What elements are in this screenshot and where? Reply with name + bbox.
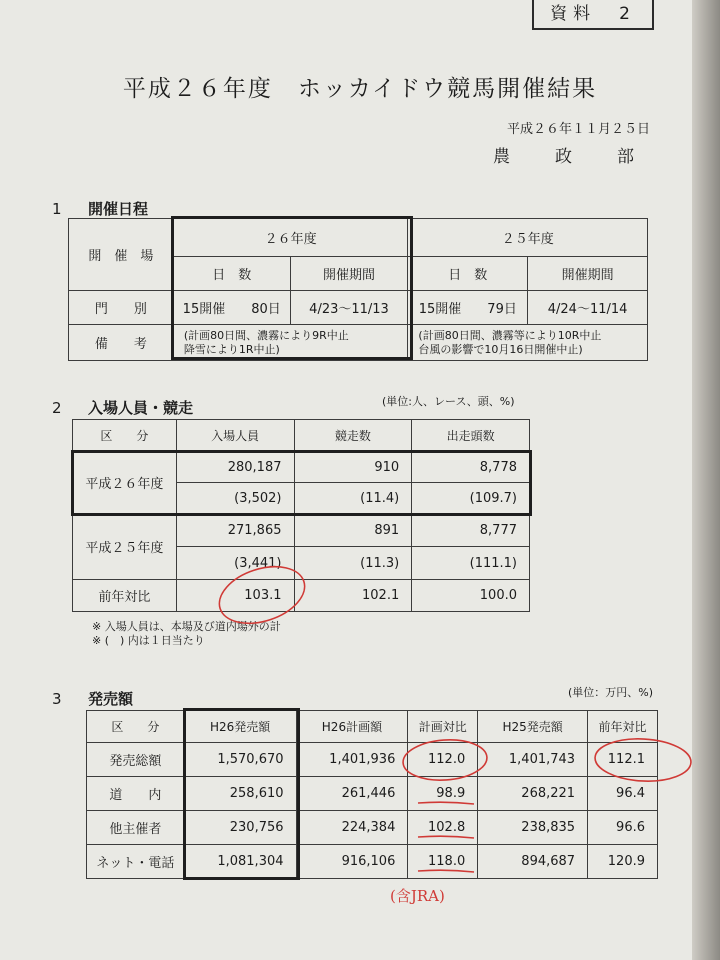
section-3-unit: (単位：万円、%) <box>568 686 654 699</box>
red-underline-net <box>418 870 474 872</box>
venue-monbetsu: 門 別 <box>69 291 174 325</box>
attendance-note-1: ※ 入場人員は、本場及び道内場外の計 <box>92 620 281 633</box>
att-ratio-starters: 100.0 <box>412 580 530 612</box>
att-h25-attendance: 271,865 <box>176 514 294 547</box>
sales-net-h25: 894,687 <box>478 845 588 879</box>
sales-other-h25: 238,835 <box>478 811 588 845</box>
sales-total-h25: 1,401,743 <box>478 743 588 777</box>
att-header-starters: 出走頭数 <box>412 420 530 452</box>
y26-note-line-2: 降雪により1R中止) <box>183 342 280 356</box>
red-circle-total-yoy <box>594 737 692 784</box>
att-ratio-races: 102.1 <box>294 580 412 612</box>
att-ratio-attendance: 103.1 <box>176 580 294 612</box>
sales-total-h26: 1,570,670 <box>184 743 296 777</box>
sales-hokkaido-h25: 268,221 <box>478 777 588 811</box>
att-h26-races: 910 <box>294 452 412 483</box>
venue-header: 開 催 場 <box>69 219 174 291</box>
att-header-races: 競走数 <box>294 420 412 452</box>
sales-header-h25: H25発売額 <box>478 711 588 743</box>
att-h26-races-daily: (11.4) <box>294 483 412 514</box>
att-h25-races-daily: (11.3) <box>294 547 412 580</box>
sales-label-total: 発売総額 <box>87 743 185 777</box>
document-date: 平成２６年１１月２５日 <box>506 122 650 137</box>
y25-period: 4/24～11/14 <box>528 291 648 325</box>
page-title: 平成２６年度 ホッカイドウ競馬開催結果 <box>122 76 598 102</box>
sales-hokkaido-h26: 258,610 <box>184 777 296 811</box>
y25-days-header: 日 数 <box>408 257 528 291</box>
y25-days: 15開催 79日 <box>408 291 528 325</box>
att-row-label-h26: 平成２６年度 <box>73 452 177 514</box>
sales-total-plan: 1,401,936 <box>296 743 408 777</box>
att-header-category: 区 分 <box>73 420 177 452</box>
att-h26-attendance-daily: (3,502) <box>176 483 294 514</box>
year26-header: ２６年度 <box>173 219 408 257</box>
sales-net-plan-ratio: 118.0 <box>408 845 478 879</box>
y26-days-header: 日 数 <box>173 257 290 291</box>
notes-label: 備 考 <box>69 325 174 361</box>
sales-hokkaido-plan: 261,446 <box>296 777 408 811</box>
y25-note-line-1: (計画80日間、濃霧等により10R中止 <box>418 328 602 342</box>
sales-hokkaido-yoy: 96.4 <box>588 777 658 811</box>
sales-other-h26: 230,756 <box>184 811 296 845</box>
document-label: 資料 2 <box>532 0 654 30</box>
y26-period-header: 開催期間 <box>290 257 408 291</box>
att-h26-starters-daily: (109.7) <box>412 483 530 514</box>
att-row-label-h25: 平成２５年度 <box>73 514 177 580</box>
sales-header-plan-ratio: 計画対比 <box>408 711 478 743</box>
section-1-heading: 1 開催日程 <box>52 200 149 218</box>
sales-header-category: 区 分 <box>87 711 185 743</box>
y25-period-header: 開催期間 <box>528 257 648 291</box>
sales-header-plan: H26計画額 <box>296 711 408 743</box>
sales-label-net-phone: ネット・電話 <box>87 845 185 879</box>
department: 農 政 部 <box>493 147 648 167</box>
red-circle-attendance-ratio <box>212 557 312 634</box>
sales-net-yoy: 120.9 <box>588 845 658 879</box>
sales-total-plan-ratio: 112.0 <box>408 743 478 777</box>
year25-header: ２５年度 <box>408 219 648 257</box>
sales-hokkaido-plan-ratio: 98.9 <box>408 777 478 811</box>
att-h26-starters: 8,778 <box>412 452 530 483</box>
sales-net-h26: 1,081,304 <box>184 845 296 879</box>
sales-header-yoy: 前年対比 <box>588 711 658 743</box>
sales-net-plan: 916,106 <box>296 845 408 879</box>
sales-total-yoy: 112.1 <box>588 743 658 777</box>
section-2-heading: 2 入場人員・競走 <box>52 399 194 417</box>
att-h25-attendance-daily: (3,441) <box>176 547 294 580</box>
att-header-attendance: 入場人員 <box>176 420 294 452</box>
y26-period: 4/23～11/13 <box>290 291 408 325</box>
y26-note-line-1: (計画80日間、濃霧により9R中止 <box>183 328 349 342</box>
section-3-heading: 3 発売額 <box>52 690 134 708</box>
att-h25-races: 891 <box>294 514 412 547</box>
att-h25-starters: 8,777 <box>412 514 530 547</box>
section-2-unit: (単位:人、レース、頭、%) <box>382 395 515 408</box>
sales-label-other-hosts: 他主催者 <box>87 811 185 845</box>
sales-label-hokkaido: 道 内 <box>87 777 185 811</box>
att-row-label-ratio: 前年対比 <box>73 580 177 612</box>
red-circle-total-plan-ratio <box>402 737 489 783</box>
sales-other-plan: 224,384 <box>296 811 408 845</box>
attendance-note-2: ※ ( ) 内は１日当たり <box>92 634 205 647</box>
y26-days: 15開催 80日 <box>173 291 290 325</box>
sales-other-plan-ratio: 102.8 <box>408 811 478 845</box>
sales-other-yoy: 96.6 <box>588 811 658 845</box>
red-underline-other <box>418 836 474 838</box>
att-h25-starters-daily: (111.1) <box>412 547 530 580</box>
handwritten-jra-note: (含JRA) <box>390 887 445 905</box>
y25-note-line-2: 台風の影響で10月16日開催中止) <box>418 342 583 356</box>
att-h26-attendance: 280,187 <box>176 452 294 483</box>
red-underline-hokkaido <box>418 802 474 804</box>
sales-header-h26: H26発売額 <box>184 711 296 743</box>
